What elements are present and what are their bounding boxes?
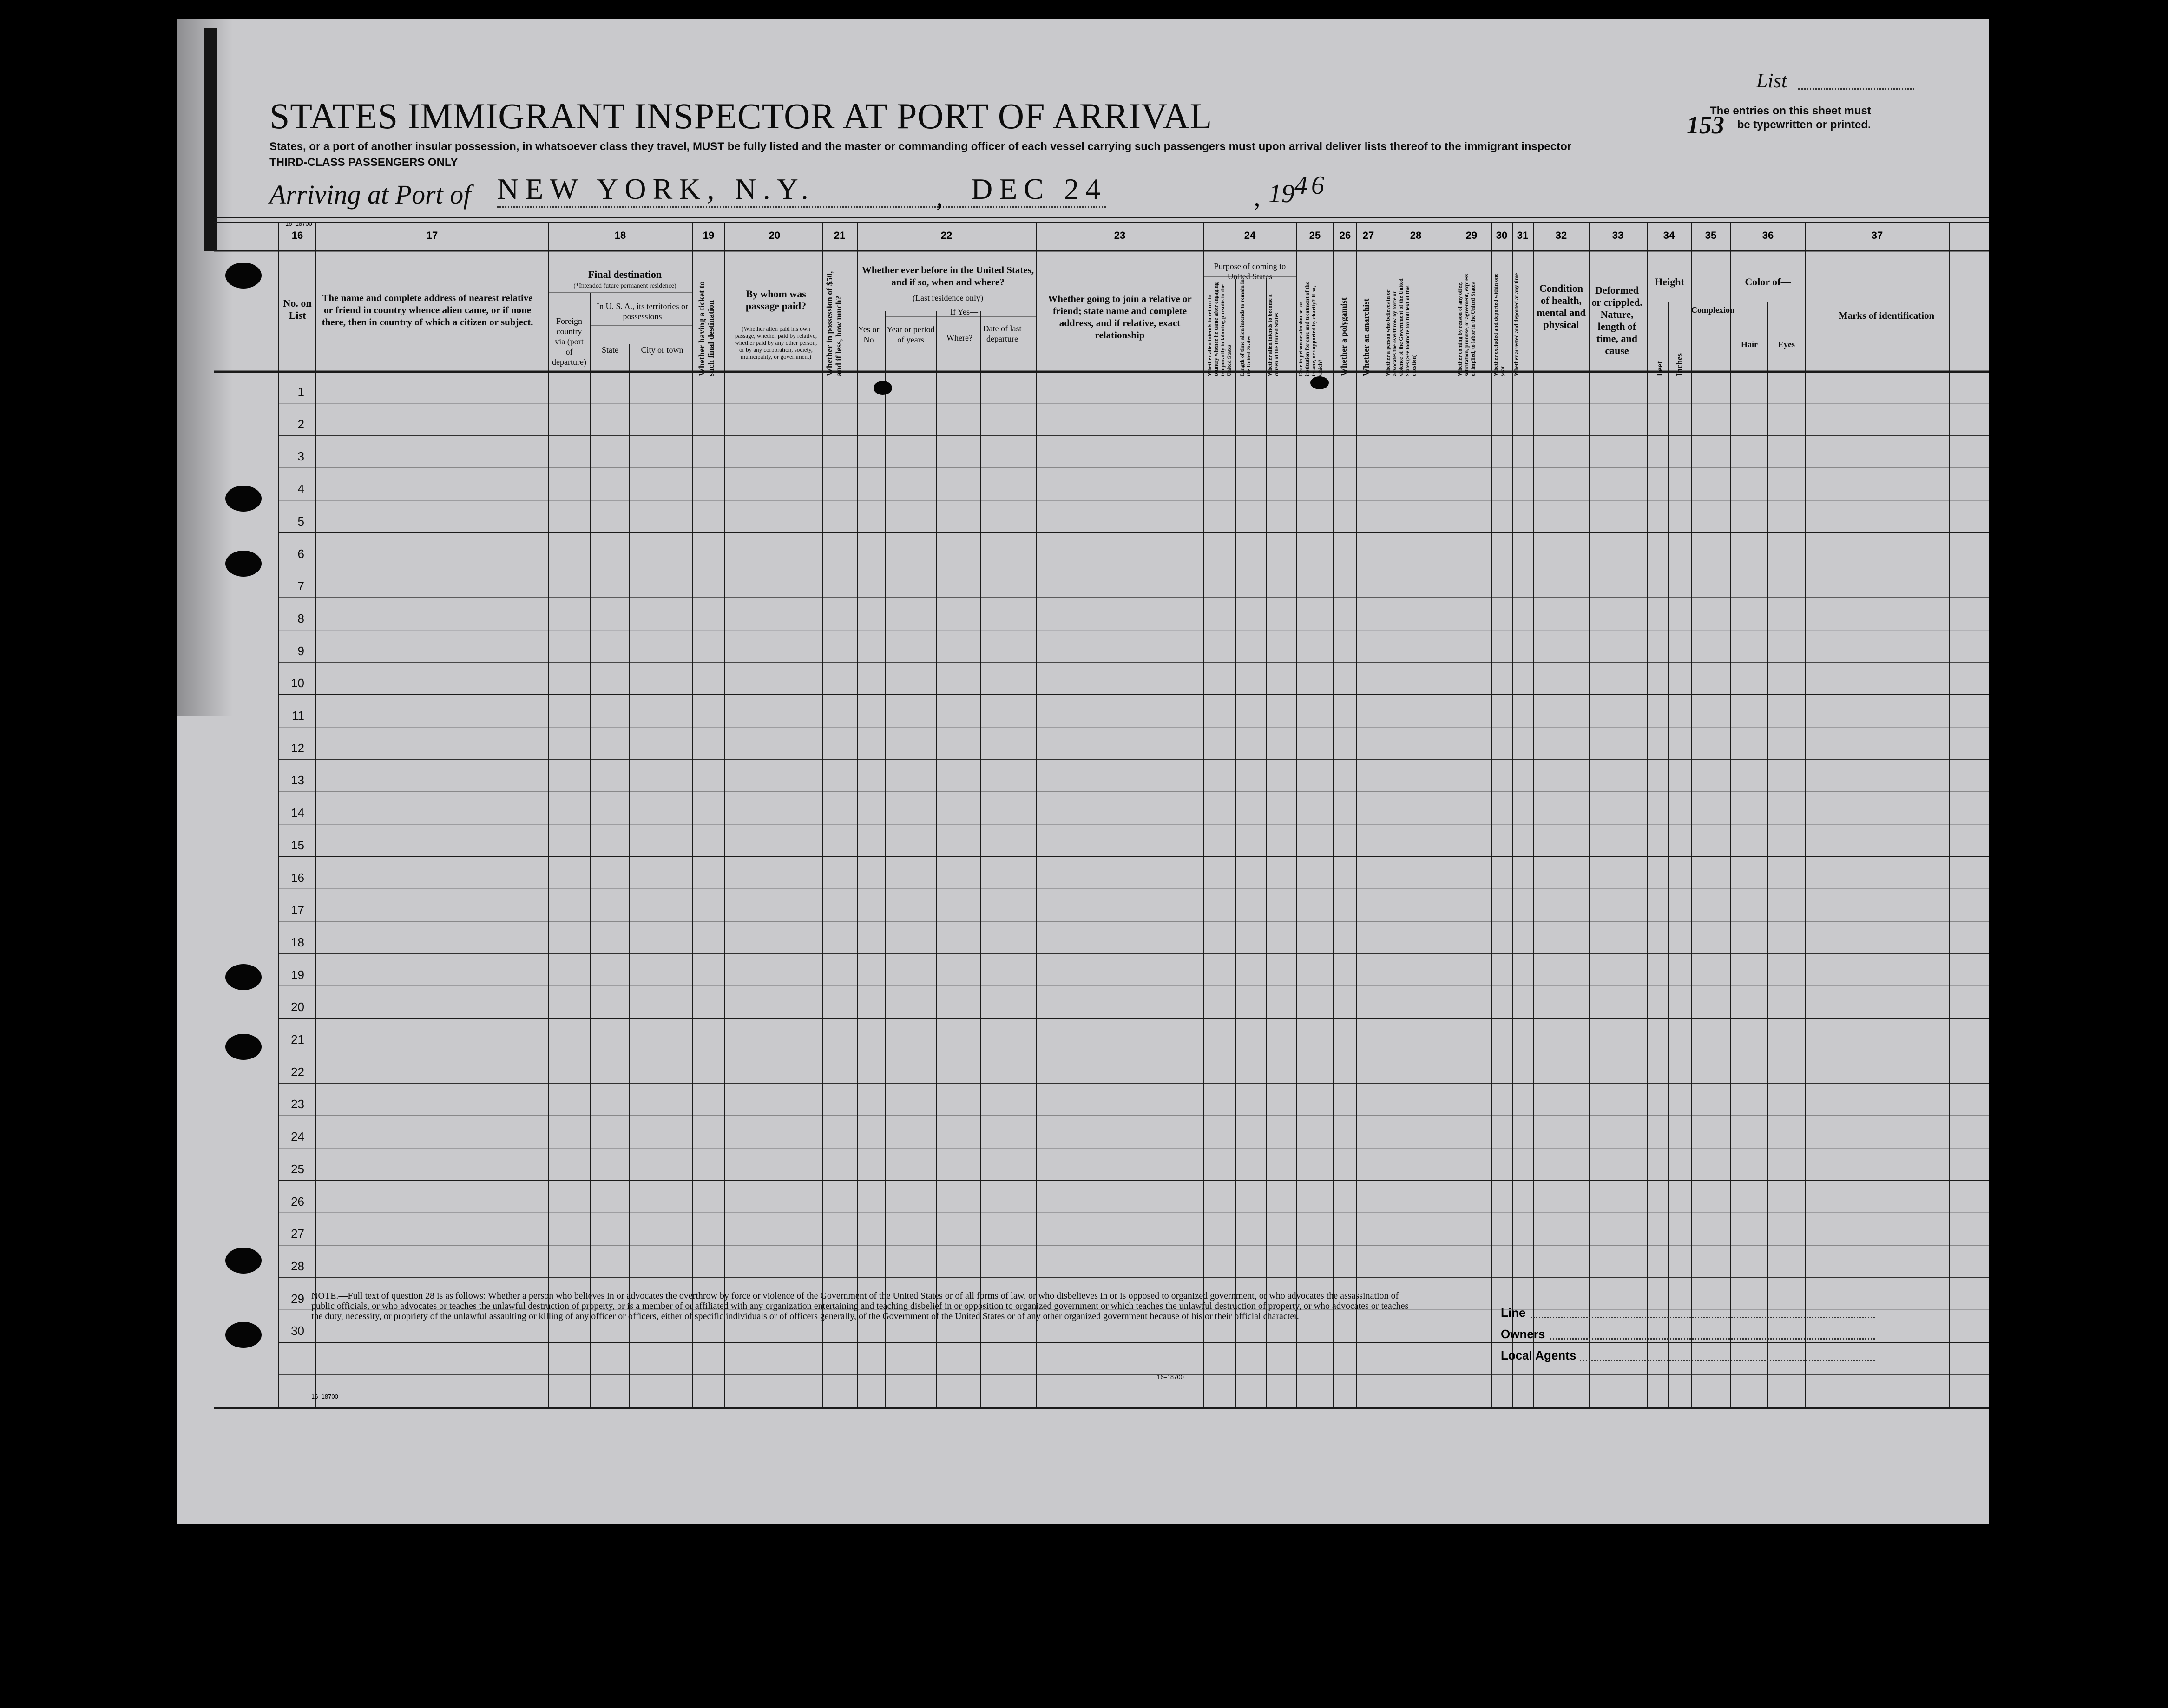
col-37-header: Marks of identification	[1838, 310, 1935, 321]
col-16-header: No. on List	[283, 297, 312, 321]
col-24-return: Whether alien intends to return to country whence he came after engaging temporarily in laboring pursuits in the United States	[1206, 282, 1232, 376]
row-number: 2	[297, 417, 304, 431]
col-22-title: Whether ever before in the United States, and if so, when and where?	[861, 264, 1034, 288]
column-number: 30	[1496, 230, 1508, 241]
entries-note-line-2: be typewritten or printed.	[1737, 118, 1871, 131]
line-label: Line	[1501, 1306, 1526, 1320]
local-agents-label: Local Agents	[1501, 1348, 1577, 1362]
column-number: 24	[1244, 230, 1256, 241]
ink-mark	[1310, 376, 1329, 389]
line-field	[1531, 1317, 1875, 1318]
year-suffix: 46	[1294, 171, 1328, 200]
row-number: 25	[291, 1162, 304, 1176]
col-18-state: State	[602, 345, 618, 355]
row-number: 4	[297, 482, 304, 496]
col-31-header: Whether arrested and deported at any time	[1513, 273, 1519, 376]
col-30-header: Whether excluded and deported within one year	[1492, 273, 1505, 376]
row-number: 8	[297, 611, 304, 625]
col-34-title: Height	[1655, 276, 1684, 288]
col-24-length: Length of time alien intends to remain in the United States	[1239, 279, 1252, 376]
column-number: 36	[1762, 230, 1774, 241]
arrival-date: DEC 24	[971, 172, 1107, 205]
col-18-note: (*Intended future permanent residence)	[573, 282, 677, 289]
row-number: 5	[297, 514, 304, 528]
punch-hole	[225, 486, 262, 512]
row-number: 15	[291, 838, 304, 852]
col-35-header: Complexion	[1691, 305, 1735, 315]
row-number: 3	[297, 449, 304, 464]
col-17-header: The name and complete address of nearest relative or friend in country whence alien came, or if none there, then in country of which a citizen or subject.	[322, 292, 533, 328]
col-27-header: Whether an anarchist	[1361, 298, 1371, 376]
row-number: 19	[291, 967, 304, 982]
manifest-sheet	[177, 19, 1989, 1524]
column-number: 16	[291, 230, 303, 241]
column-number: 31	[1517, 230, 1529, 241]
col-20-note: (Whether alien paid his own passage, whether paid by relative, whether paid by any other person, or by any corporation, society, municipality, or government)	[735, 325, 817, 360]
row-number: 12	[291, 741, 304, 755]
col-20-title: By whom was passage paid?	[745, 288, 807, 312]
question-28-footnote: NOTE.—Full text of question 28 is as follows: Whether a person who believes in or advocates the overthrow by force or violence of the Government of the United States or of all forms of law, or who disbelieves in or is opposed to organized government, or who advocates the assassination of public officials, or who advocates or teaches the unlawful destruction of property, or is a member of or affiliated with any organization entertaining and teaching disbelief in or opposition to organized government or which teaches the unlawful destruction of property, or who advocates or teaches the duty, necessity, or propriety of the unlawful assaulting or killing of any officer or officers, either of specific individuals or of officers generally, of the Government of the United States or of any other organized government because of his or their official character.	[311, 1291, 1409, 1321]
form-number-bottom: 16–18700	[1157, 1373, 1184, 1380]
column-number: 25	[1309, 230, 1321, 241]
col-23-header: Whether going to join a relative or friend; state name and complete address, and if relative, exact relationship	[1048, 293, 1192, 341]
col-22-note: (Last residence only)	[913, 293, 983, 302]
col-26-header: Whether a polygamist	[1339, 297, 1348, 376]
column-number: 27	[1362, 230, 1374, 241]
row-number: 21	[291, 1032, 304, 1046]
column-number: 22	[940, 230, 953, 241]
row-number: 28	[291, 1259, 304, 1273]
col-18-title: Final destination	[588, 269, 662, 280]
col-33-header: Deformed or crippled. Nature, length of time, and cause	[1591, 284, 1642, 356]
separator-comma: ,	[936, 182, 943, 212]
form-number-top: 16–18700	[285, 220, 312, 227]
col-24-citizen: Whether alien intends to become a citizen of the United States	[1267, 294, 1280, 376]
row-number: 16	[291, 870, 304, 885]
row-number: 9	[297, 644, 304, 658]
sheet-number: 153	[1687, 111, 1724, 139]
punch-hole	[225, 263, 262, 289]
column-number: 20	[769, 230, 781, 241]
column-number: 32	[1555, 230, 1567, 241]
col-22-where: Where?	[946, 333, 972, 342]
row-number: 7	[297, 579, 304, 593]
row-number: 27	[291, 1227, 304, 1241]
punch-hole	[225, 964, 262, 990]
form-instructions: States, or a port of another insular possession, in whatsoever class they travel, MUST be fully listed and the master or commanding officer of each vessel carrying such passengers must upon arrival deliver lists thereof to the immigrant inspector	[269, 140, 1572, 153]
column-number: 34	[1663, 230, 1675, 241]
entries-note-line-1: The entries on this sheet must	[1710, 105, 1871, 117]
row-number: 6	[297, 546, 304, 561]
row-number: 30	[291, 1324, 304, 1338]
row-number: 23	[291, 1097, 304, 1111]
col-28-header: Whether a person who believes in or advocates the overthrow by force or violence of the Government of the United States (See footnote for full text of this question)	[1385, 278, 1417, 376]
col-22-year: Year or period of years	[887, 325, 935, 344]
col-22-if-yes: If Yes—	[950, 307, 978, 316]
col-34-inches: Inches	[1675, 353, 1684, 376]
column-number: 23	[1114, 230, 1126, 241]
punch-hole	[225, 1322, 262, 1348]
ink-mark	[874, 381, 892, 395]
column-number: 29	[1465, 230, 1478, 241]
column-number: 21	[834, 230, 846, 241]
local-agents-field	[1580, 1360, 1875, 1361]
column-number: 19	[703, 230, 715, 241]
col-34-feet: Feet	[1655, 361, 1664, 376]
punch-hole	[225, 1034, 262, 1060]
col-32-header: Condition of health, mental and physical	[1537, 282, 1586, 330]
column-number: 35	[1705, 230, 1717, 241]
list-label: List	[1756, 69, 1787, 92]
punch-hole	[225, 551, 262, 577]
col-18-foreign: Foreign country via (port of departure)	[552, 316, 586, 367]
row-number: 18	[291, 935, 304, 949]
row-number: 11	[292, 709, 304, 723]
row-number: 20	[291, 1000, 304, 1014]
col-19-header: Whether having a ticket to such final destination	[697, 281, 716, 376]
col-25-header: Ever in prison or almshouse, or institution for care and treatment of the insane, or supported by charity? If so, which?	[1297, 282, 1323, 376]
col-22-yes-no: Yes or No	[858, 325, 880, 344]
col-36-eyes: Eyes	[1778, 340, 1795, 349]
arriving-label: Arriving at Port of	[269, 179, 471, 210]
row-number: 26	[291, 1194, 304, 1209]
form-title: STATES IMMIGRANT INSPECTOR AT PORT OF ARRIVAL	[269, 96, 1213, 136]
row-number: 24	[291, 1130, 304, 1144]
row-number: 22	[291, 1064, 304, 1079]
column-number: 37	[1871, 230, 1883, 241]
separator-comma: ,	[1254, 182, 1261, 212]
column-number: 33	[1612, 230, 1624, 241]
row-number: 13	[291, 773, 304, 788]
col-36-hair: Hair	[1741, 340, 1758, 349]
col-18-usa: In U. S. A., its territories or possessions	[597, 302, 688, 321]
passenger-class: THIRD-CLASS PASSENGERS ONLY	[269, 156, 458, 169]
row-number: 1	[297, 385, 304, 399]
col-21-header: Whether in possession of $50, and if less, how much?	[825, 271, 843, 376]
column-number: 26	[1339, 230, 1351, 241]
row-number: 10	[291, 676, 304, 690]
col-22-date: Date of last departure	[983, 324, 1022, 343]
col-29-header: Whether coming by reason of any offer, solicitation, promise, or agreement, express or implied, to labor in the United States	[1457, 274, 1476, 376]
port-value: NEW YORK, N.Y.	[497, 172, 815, 205]
column-number: 17	[426, 230, 438, 241]
row-number: 29	[291, 1291, 304, 1306]
col-36-title: Color of—	[1745, 276, 1791, 288]
owners-label: Owners	[1501, 1327, 1545, 1341]
row-number: 17	[291, 903, 304, 917]
year-prefix: 19	[1268, 179, 1294, 208]
col-18-city: City or town	[641, 345, 683, 355]
col-24-title: Purpose of coming to United States	[1214, 262, 1286, 281]
form-number-left: 16–18700	[311, 1393, 338, 1400]
punch-hole	[225, 1248, 262, 1274]
owners-field	[1550, 1338, 1875, 1340]
row-number: 14	[291, 806, 304, 820]
column-number: 18	[614, 230, 626, 241]
column-number: 28	[1410, 230, 1422, 241]
